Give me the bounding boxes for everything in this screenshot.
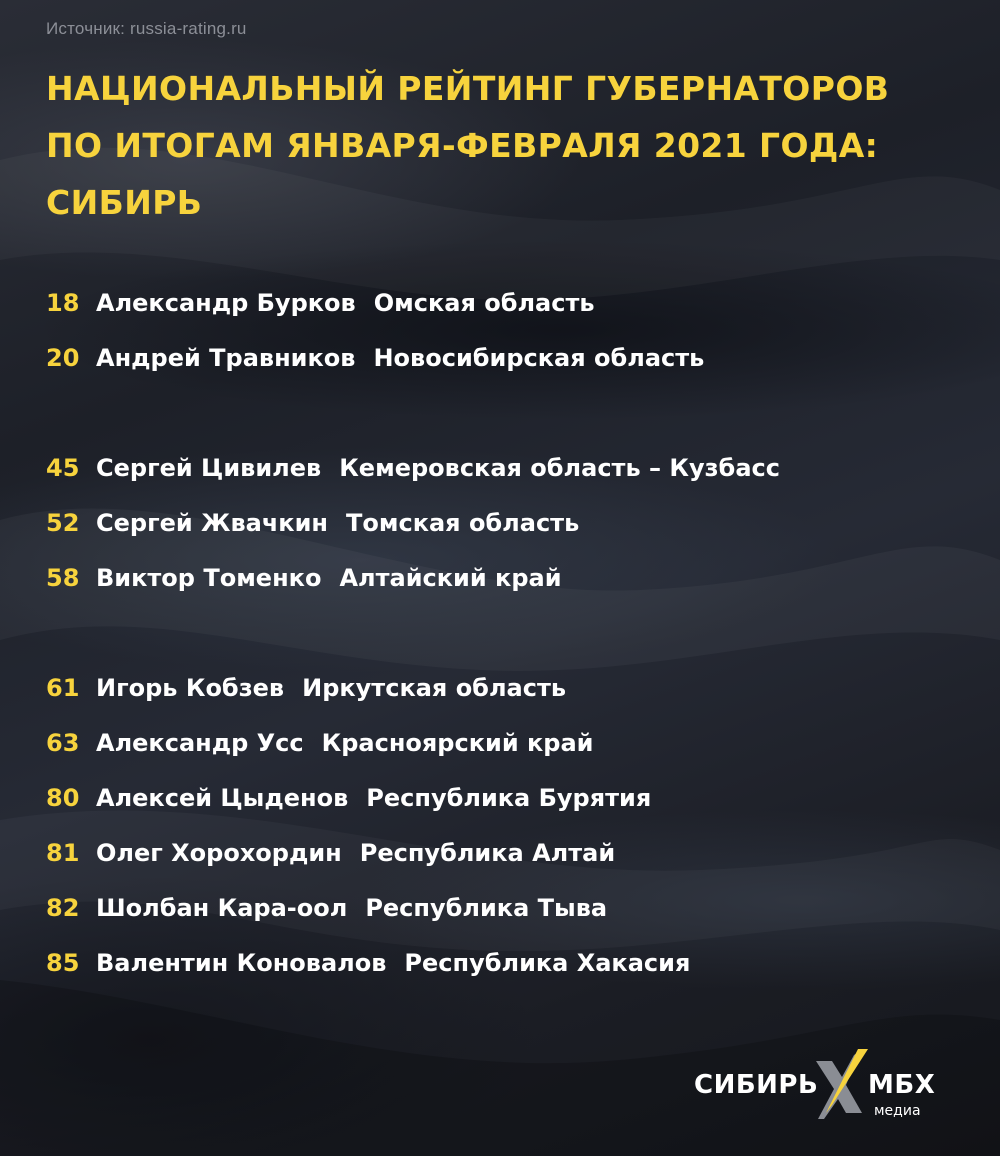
governor-name: Валентин Коновалов [96, 949, 387, 977]
rating-row [46, 560, 562, 596]
governor-name: Андрей Травников [96, 344, 356, 372]
governor-name: Александр Бурков [96, 289, 356, 317]
title-line-2: ПО ИТОГАМ ЯНВАРЯ-ФЕВРАЛЯ 2021 ГОДА: [46, 126, 879, 165]
region-name: Кемеровская область – Кузбасс [339, 454, 780, 482]
x-mark-icon [812, 1047, 870, 1119]
region-name: Республика Алтай [359, 839, 616, 867]
rating-row [46, 340, 704, 376]
rating-rank: 63 [46, 729, 80, 757]
rating-rank: 58 [46, 564, 80, 592]
rating-row [46, 285, 595, 321]
title-line-1: НАЦИОНАЛЬНЫЙ РЕЙТИНГ ГУБЕРНАТОРОВ [46, 69, 890, 108]
logo-left-text: СИБИРЬ [694, 1070, 819, 1100]
region-name: Иркутская область [302, 674, 567, 702]
rating-rank: 45 [46, 454, 80, 482]
rating-rank: 52 [46, 509, 80, 537]
governor-name: Олег Хорохордин [96, 839, 342, 867]
rating-rank: 20 [46, 344, 80, 372]
rating-row [46, 945, 690, 981]
logo-right-text: МБХ [868, 1070, 936, 1100]
rating-rank: 85 [46, 949, 80, 977]
rating-row [46, 725, 593, 761]
region-name: Красноярский край [321, 729, 594, 757]
governor-name: Александр Усс [96, 729, 304, 757]
rating-row [46, 890, 607, 926]
region-name: Новосибирская область [373, 344, 705, 372]
region-name: Алтайский край [339, 564, 562, 592]
page-title [46, 60, 966, 231]
rating-rank: 18 [46, 289, 80, 317]
rating-rank: 81 [46, 839, 80, 867]
region-name: Республика Тыва [365, 894, 608, 922]
logo-sub-text: медиа [874, 1103, 921, 1119]
source-caption: Источник: russia-rating.ru [46, 19, 247, 38]
rating-row [46, 450, 780, 486]
governor-name: Сергей Цивилев [96, 454, 322, 482]
rating-row [46, 835, 615, 871]
rating-rank: 61 [46, 674, 80, 702]
rating-rank: 82 [46, 894, 80, 922]
governor-name: Игорь Кобзев [96, 674, 285, 702]
region-name: Республика Хакасия [404, 949, 691, 977]
title-line-3: СИБИРЬ [46, 183, 203, 222]
governor-name: Алексей Цыденов [96, 784, 349, 812]
governor-name: Шолбан Кара-оол [96, 894, 348, 922]
region-name: Омская область [373, 289, 595, 317]
governor-name: Сергей Жвачкин [96, 509, 328, 537]
brand-logo [690, 1045, 950, 1125]
governor-name: Виктор Томенко [96, 564, 322, 592]
region-name: Томская область [345, 509, 580, 537]
rating-row [46, 670, 566, 706]
rating-rank: 80 [46, 784, 80, 812]
region-name: Республика Бурятия [366, 784, 652, 812]
rating-row [46, 505, 579, 541]
rating-row [46, 780, 651, 816]
